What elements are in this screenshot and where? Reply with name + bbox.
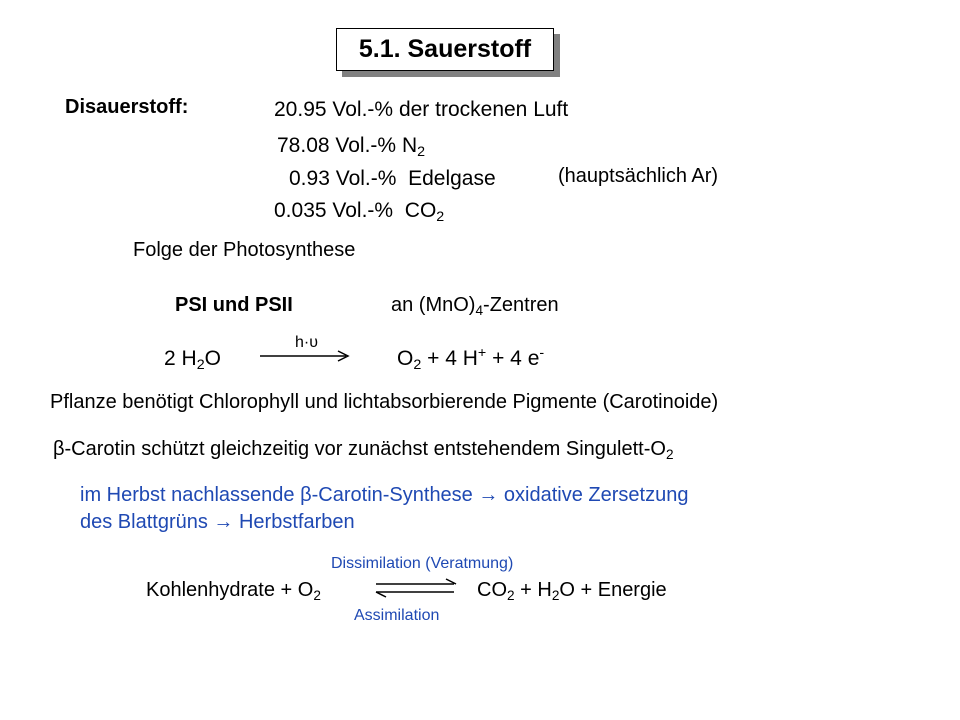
water-reactant: 2 $H_2O$	[164, 347, 221, 373]
air-row-2	[277, 134, 425, 158]
air-row-1	[274, 98, 568, 122]
row1-unit: Vol.-%	[332, 98, 394, 121]
row4-value: 0.035	[274, 199, 327, 222]
mn-centers: an $(MnO)_4$-Zentren	[391, 294, 559, 318]
air-row-4	[274, 199, 444, 223]
carotene-text: β-Carotin schützt gleichzeitig vor zunächst entstehendem Singulett-$O_2$	[53, 438, 674, 462]
carbohydrates-side: Kohlenhydrate + $O_2$	[146, 579, 321, 603]
row2-value: 78.08	[277, 134, 330, 157]
beta-symbol: β	[53, 438, 65, 460]
row1-desc: der trockenen Luft	[398, 98, 569, 121]
right-arrow-icon: →	[213, 511, 234, 533]
row1-value: 20.95	[274, 98, 327, 121]
row3-desc: Edelgase	[408, 167, 496, 190]
assimilation-label: Assimilation	[354, 607, 440, 624]
autumn-line-2: des Blattgrüns → Herbstfarben	[80, 511, 355, 533]
products-side: $CO_2 + H_2O$ + Energie	[477, 579, 667, 603]
row2-unit: Vol.-%	[335, 134, 397, 157]
light-energy-label: h·υ	[295, 334, 318, 351]
air-row-3	[289, 167, 496, 191]
page-title	[336, 28, 554, 71]
page-title-text: 5.1. Sauerstoff	[358, 35, 532, 63]
ps-label: PSI und PSII	[175, 294, 293, 316]
chlorophyll-text: Pflanze benötigt Chlorophyll und lichtabsorbierende Pigmente (Carotinoide)	[50, 391, 719, 413]
row4-desc: $CO_2$	[404, 199, 445, 225]
row2-desc: $N_2$	[401, 134, 426, 160]
noble-gas-note: (hauptsächlich Ar)	[558, 165, 719, 187]
autumn-line-1: im Herbst nachlassende β-Carotin-Synthese → oxidative Zersetzung	[80, 484, 689, 506]
right-arrow-icon: →	[478, 484, 499, 506]
photosynthesis-heading: Folge der Photosynthese	[133, 239, 356, 261]
row3-value: 0.93	[289, 167, 330, 190]
row3-unit: Vol.-%	[335, 167, 397, 190]
dioxygen-label: Disauerstoff:	[65, 96, 189, 118]
equilibrium-arrows-icon	[374, 578, 458, 598]
dissimilation-label: Dissimilation (Veratmung)	[331, 555, 514, 572]
oxygen-product: $O_2 + 4$ H+ + 4 e-	[397, 345, 545, 373]
reaction-arrow-icon	[260, 350, 350, 362]
row4-unit: Vol.-%	[332, 199, 394, 222]
beta-symbol: β	[300, 484, 312, 506]
